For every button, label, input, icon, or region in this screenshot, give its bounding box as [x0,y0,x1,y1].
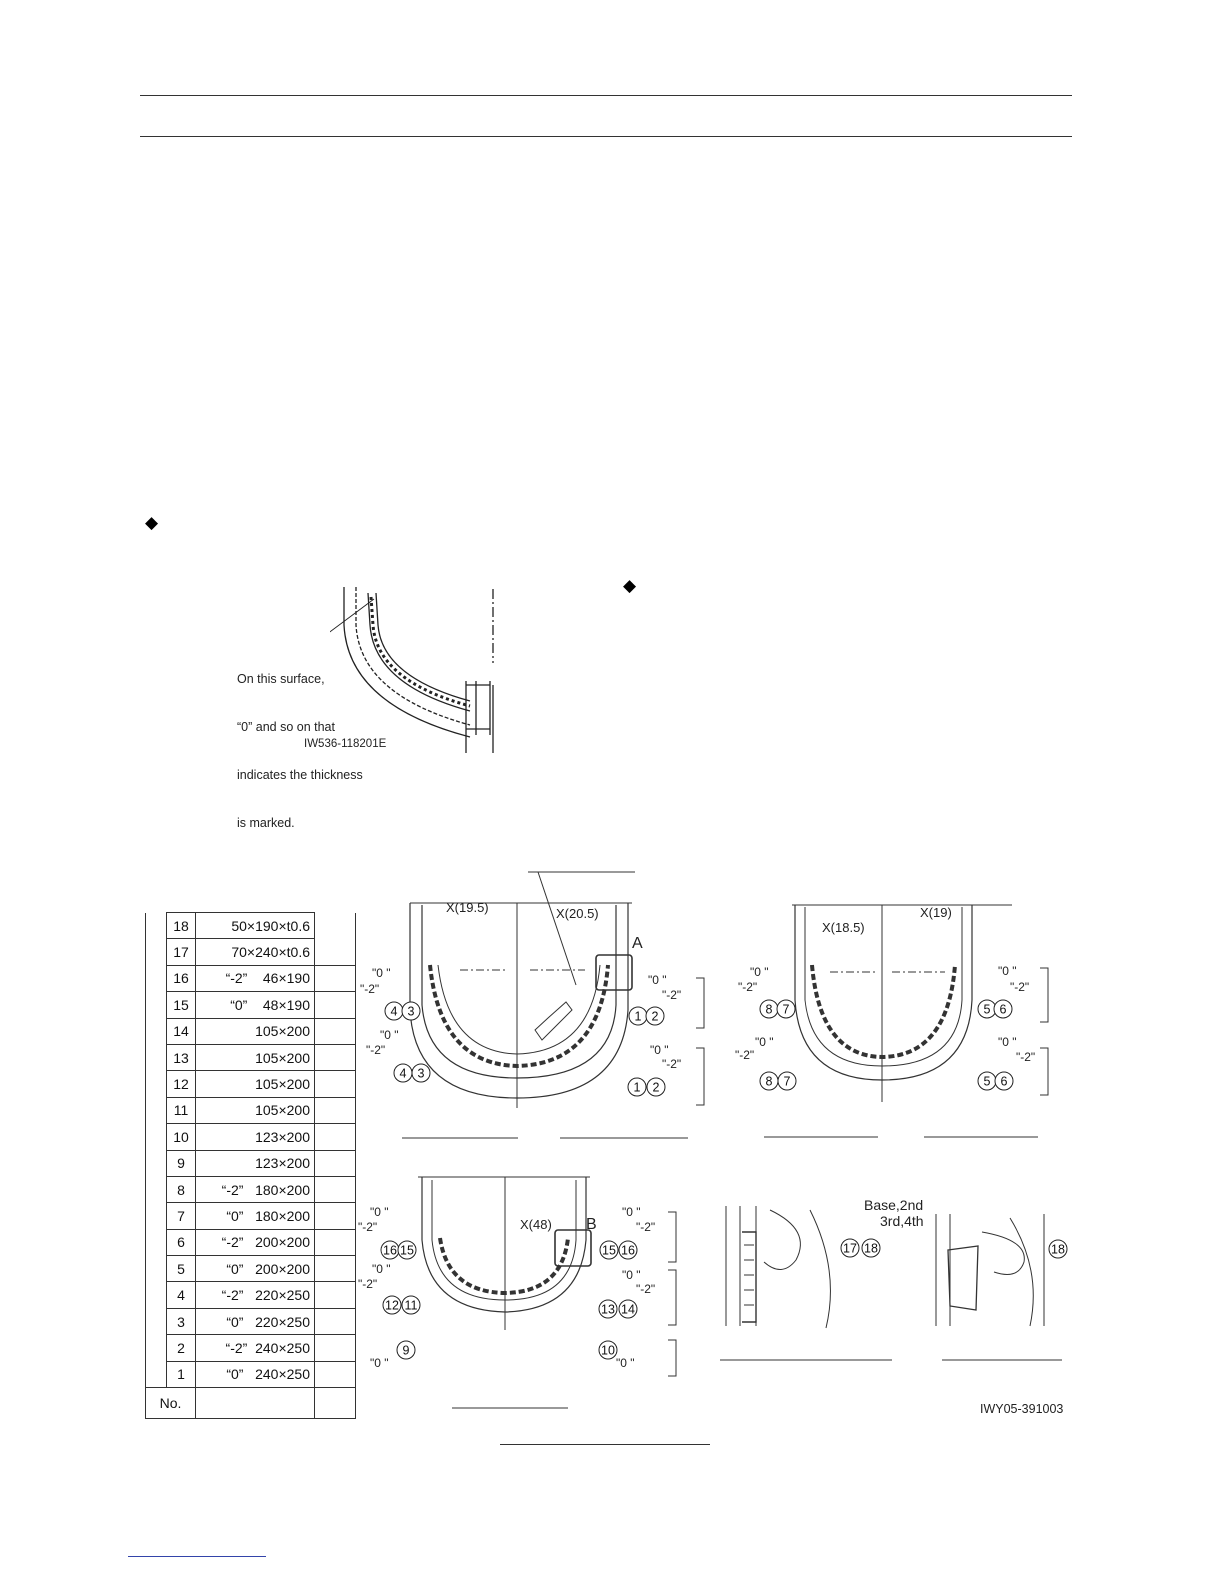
diagram-bottom-right-shape [720,1206,1062,1360]
part-spec: 105×200 [196,1071,315,1097]
part-marker-label: 13 [601,1302,615,1317]
thickness-mark-zero: "0 " [370,1205,389,1219]
part-number: 15 [167,992,196,1018]
part-marker-label: 9 [402,1343,410,1358]
dim-x20-5: X(20.5) [556,906,599,921]
part-marker-label: 12 [385,1298,399,1313]
part-number: 3 [167,1308,196,1334]
thickness-mark-minus2: "-2" [636,1282,656,1296]
thickness-mark-zero: "0 " [998,1035,1017,1049]
figure1-code: IW536-118201E [304,738,387,750]
part-marker-label: 3 [417,1066,425,1081]
part-number-markers [381,1000,1067,1359]
part-number: 11 [167,1097,196,1123]
part-spec: 123×200 [196,1124,315,1150]
part-spec: “-2” 180×200 [196,1176,315,1202]
thickness-mark-zero: "0 " [622,1205,641,1219]
part-spec: “-2” 240×250 [196,1335,315,1361]
thickness-mark-minus2: "-2" [358,1277,378,1291]
liner-note-line-2: “0” and so on that [237,720,335,734]
part-marker-label: 5 [983,1002,991,1017]
thickness-mark-minus2: "-2" [662,988,682,1002]
figure2-code: IWY05-391003 [980,1402,1064,1416]
liner-note-line-1: On this surface, [237,672,325,686]
part-marker-label: 2 [651,1009,659,1024]
part-marker-label: 2 [652,1080,660,1095]
part-marker-label: 17 [843,1241,857,1256]
diagram-top-right-shape [764,905,1048,1137]
part-marker-label: 18 [1051,1242,1065,1257]
part-spec: “-2” 220×250 [196,1282,315,1308]
thickness-mark-zero: "0 " [380,1028,399,1042]
part-number: 1 [167,1361,196,1387]
part-spec: “-2” 200×200 [196,1229,315,1255]
figure-title-underline [500,1444,710,1445]
thickness-mark-zero: "0 " [755,1035,774,1049]
thickness-mark-minus2: "-2" [1016,1050,1036,1064]
dim-x48: X(48) [520,1217,552,1232]
footer-link-underline [128,1556,266,1557]
part-marker-label: 11 [404,1298,418,1313]
dim-x18-5: X(18.5) [822,920,865,935]
part-spec: “0” 240×250 [196,1361,315,1387]
part-marker-label: 8 [765,1002,773,1017]
part-number: 5 [167,1256,196,1282]
part-marker-label: 15 [602,1243,616,1258]
thickness-mark-minus2: "-2" [366,1043,386,1057]
thickness-mark-minus2: "-2" [636,1220,656,1234]
part-number: 18 [167,913,196,939]
liner-note-line-3: indicates the thickness [237,768,363,782]
parts-table-no-header: No. [146,1388,196,1419]
part-marker-label: 10 [601,1343,615,1358]
part-marker-label: 1 [634,1009,642,1024]
part-spec: 70×240×t0.6 [196,939,315,965]
part-marker-label: 8 [765,1074,773,1089]
thickness-mark-minus2: "-2" [662,1057,682,1071]
thickness-mark-zero: "0 " [650,1043,669,1057]
thickness-mark-zero: "0 " [616,1356,635,1370]
part-spec: “0” 48×190 [196,992,315,1018]
base-label-line1: Base,2nd [864,1197,924,1213]
thickness-mark-minus2: "-2" [358,1220,378,1234]
part-spec: 50×190×t0.6 [196,913,315,939]
dim-x19-5: X(19.5) [446,900,489,915]
thickness-mark-zero: "0 " [648,973,667,987]
thickness-mark-zero: "0 " [372,966,391,980]
part-number: 9 [167,1150,196,1176]
part-marker-label: 1 [633,1080,641,1095]
thickness-mark-zero: "0 " [372,1262,391,1276]
thickness-mark-minus2: "-2" [1010,980,1030,994]
part-marker-label: 15 [400,1243,414,1258]
part-number: 2 [167,1335,196,1361]
thickness-mark-minus2: "-2" [360,982,380,996]
part-spec: 105×200 [196,1097,315,1123]
part-spec: “0” 220×250 [196,1308,315,1334]
part-spec: “0” 180×200 [196,1203,315,1229]
part-number: 13 [167,1044,196,1070]
part-number: 4 [167,1282,196,1308]
part-number: 16 [167,965,196,991]
liner-note-line-4: is marked. [237,816,295,830]
part-spec: 105×200 [196,1018,315,1044]
part-spec: “-2” 46×190 [196,965,315,991]
thickness-mark-zero: "0 " [622,1268,641,1282]
part-spec: 105×200 [196,1044,315,1070]
part-marker-label: 18 [864,1241,878,1256]
detail-label-a: A [632,935,643,952]
part-marker-label: 4 [390,1004,398,1019]
part-marker-label: 6 [1000,1074,1008,1089]
part-number: 12 [167,1071,196,1097]
thickness-mark-minus2: "-2" [738,980,758,994]
part-marker-label: 4 [399,1066,407,1081]
part-number: 14 [167,1018,196,1044]
part-marker-label: 7 [782,1002,790,1017]
part-marker-label: 16 [621,1243,635,1258]
part-marker-label: 5 [983,1074,991,1089]
part-number: 10 [167,1124,196,1150]
part-marker-label: 16 [383,1243,397,1258]
thickness-mark-zero: "0 " [998,964,1017,978]
bullet-left: ◆ [145,513,159,532]
part-number: 17 [167,939,196,965]
dim-x19: X(19) [920,905,952,920]
part-spec: 123×200 [196,1150,315,1176]
part-marker-label: 6 [999,1002,1007,1017]
part-marker-label: 3 [407,1004,415,1019]
part-marker-label: 14 [621,1302,635,1317]
part-number: 8 [167,1176,196,1202]
thickness-mark-minus2: "-2" [735,1048,755,1062]
thickness-mark-zero: "0 " [370,1356,389,1370]
part-marker-label: 7 [783,1074,791,1089]
thickness-mark-zero: "0 " [750,965,769,979]
part-number: 7 [167,1203,196,1229]
detail-label-b: B [586,1216,597,1233]
base-label-line2: 3rd,4th [880,1213,924,1229]
part-number: 6 [167,1229,196,1255]
part-spec: “0” 200×200 [196,1256,315,1282]
bullet-right: ◆ [623,576,637,595]
